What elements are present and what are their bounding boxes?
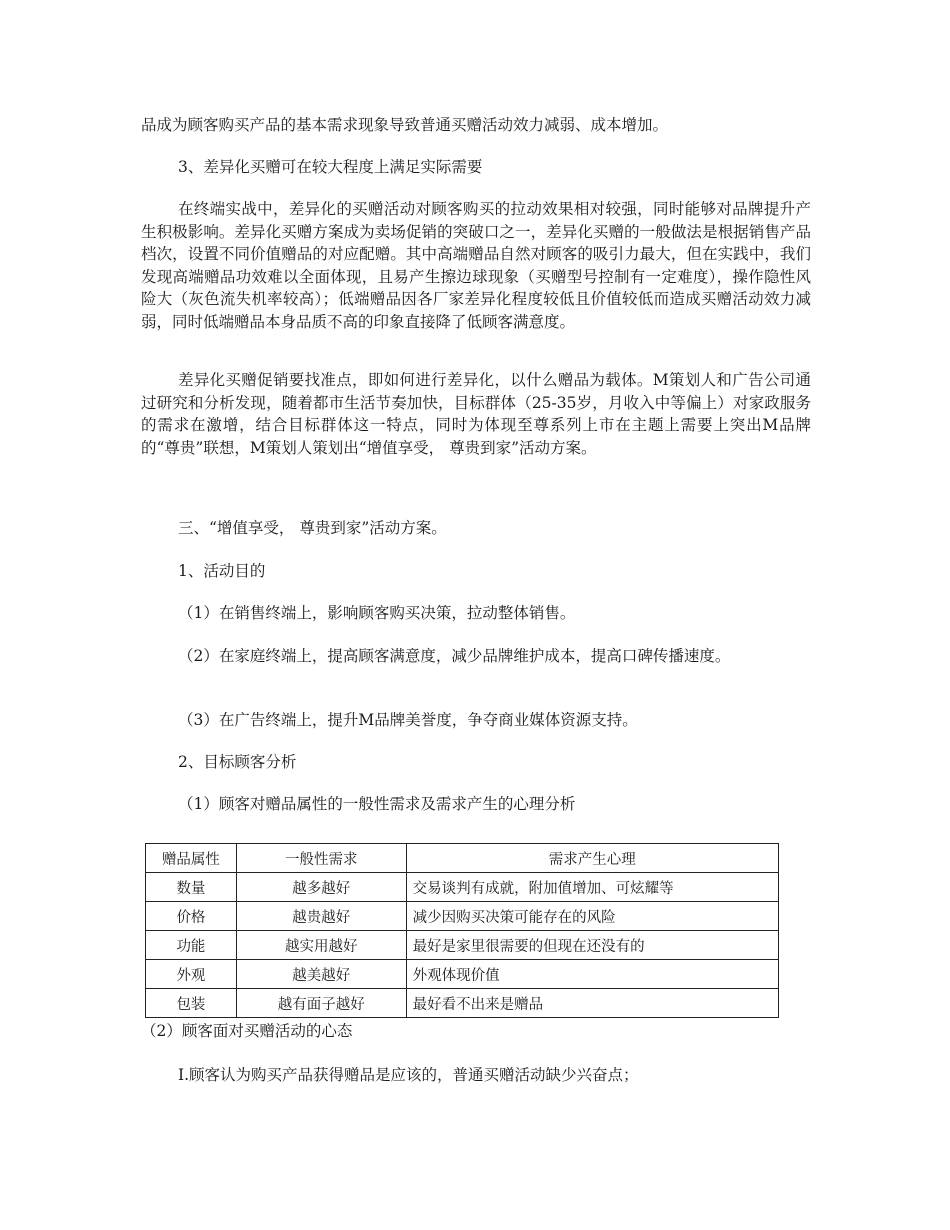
table-header-cell: 赠品属性: [146, 844, 237, 873]
gift-attribute-table-wrapper: [145, 843, 779, 1018]
objective-item-1: （1）在销售终端上，影响顾客购买决策，拉动整体销售。: [178, 604, 576, 622]
section-heading-3: 3、差异化买赠可在较大程度上满足实际需要: [178, 158, 483, 176]
table-header-cell: 需求产生心理: [406, 844, 778, 873]
gift-attribute-table: [145, 843, 779, 1018]
objective-item-3: （3）在广告终端上，提升M品牌美誉度，争夺商业媒体资源支持。: [178, 711, 638, 729]
table-cell: 数量: [146, 873, 237, 902]
table-cell: 功能: [146, 931, 237, 960]
table-cell: 包装: [146, 989, 237, 1018]
table-header-cell: 一般性需求: [236, 844, 406, 873]
subheading-target-analysis: 2、目标顾客分析: [178, 753, 297, 771]
analysis-item-2: （2）顾客面对买赠活动的心态: [141, 1022, 353, 1040]
table-row: [146, 873, 779, 902]
objective-item-2: （2）在家庭终端上，提高顾客满意度，减少品牌维护成本，提高口碑传播速度。: [178, 647, 731, 665]
table-cell: 价格: [146, 902, 237, 931]
table-cell: 越有面子越好: [236, 989, 406, 1018]
subheading-objective: 1、活动目的: [178, 562, 266, 580]
table-header-row: [146, 844, 779, 873]
section-heading-plan: 三、“增值享受， 尊贵到家”活动方案。: [178, 519, 447, 537]
paragraph-strategy: 差异化买赠促销要找准点，即如何进行差异化，以什么赠品为载体。M策划人和广告公司通过研究和分析发现，随着都市生活节奏加快，目标群体（25-35岁，月收入中等偏上）对家政服务的需求在激增，结合目标群体这一特点，同时为体现至尊系列上市在主题上需要上突出M品牌的“尊贵”联想，M策划人策划出“增值享受， 尊贵到家”活动方案。: [141, 371, 811, 457]
table-cell: 最好看不出来是赠品: [406, 989, 778, 1018]
mindset-item-1: Ⅰ.顾客认为购买产品获得赠品是应该的，普通买赠活动缺少兴奋点；: [178, 1066, 639, 1084]
table-row: [146, 902, 779, 931]
table-cell: 外观: [146, 960, 237, 989]
table-cell: 越贵越好: [236, 902, 406, 931]
table-row: [146, 931, 779, 960]
table-cell: 越实用越好: [236, 931, 406, 960]
paragraph-continuation: 品成为顾客购买产品的基本需求现象导致普通买赠活动效力减弱、成本增加。: [141, 116, 669, 134]
table-row: [146, 960, 779, 989]
table-cell: 越美越好: [236, 960, 406, 989]
table-cell: 越多越好: [236, 873, 406, 902]
table-cell: 交易谈判有成就，附加值增加、可炫耀等: [406, 873, 778, 902]
table-cell: 最好是家里很需要的但现在还没有的: [406, 931, 778, 960]
table-cell: 外观体现价值: [406, 960, 778, 989]
table-row: [146, 989, 779, 1018]
paragraph-differentiation: 在终端实战中，差异化的买赠活动对顾客购买的拉动效果相对较强，同时能够对品牌提升产生积极影响。差异化买赠方案成为卖场促销的突破口之一，差异化买赠的一般做法是根据销售产品档次，设置不同价值赠品的对应配赠。其中高端赠品自然对顾客的吸引力最大，但在实践中，我们发现高端赠品功效难以全面体现，且易产生擦边球现象（买赠型号控制有一定难度），操作隐性风险大（灰色流失机率较高）；低端赠品因各厂家差异化程度较低且价值较低而造成买赠活动效力减弱，同时低端赠品本身品质不高的印象直接降了低顾客满意度。: [141, 200, 811, 331]
table-cell: 减少因购买决策可能存在的风险: [406, 902, 778, 931]
analysis-item-1: （1）顾客对赠品属性的一般性需求及需求产生的心理分析: [178, 795, 576, 813]
